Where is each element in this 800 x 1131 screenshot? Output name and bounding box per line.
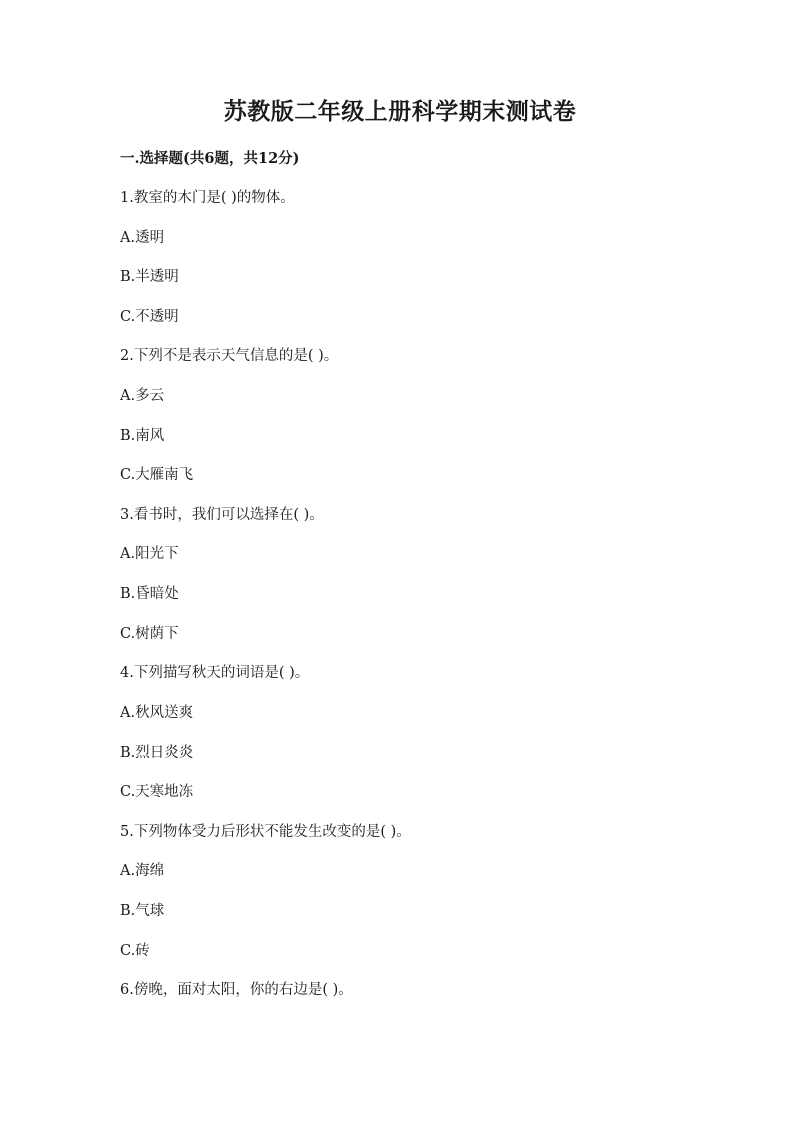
answer-option: B.气球 — [120, 903, 165, 919]
answer-option: C.不透明 — [120, 309, 179, 325]
question-stem: 2.下列不是表示天气信息的是( )。 — [120, 348, 339, 364]
answer-option: A.海绵 — [120, 863, 165, 879]
page-title: 苏教版二年级上册科学期末测试卷 — [223, 98, 577, 125]
answer-option: B.昏暗处 — [120, 586, 179, 602]
answer-option: B.南风 — [120, 428, 165, 444]
answer-option: C.树荫下 — [120, 626, 179, 642]
question-stem: 3.看书时，我们可以选择在( )。 — [120, 507, 324, 523]
question-stem: 4.下列描写秋天的词语是( )。 — [120, 665, 310, 681]
answer-option: C.大雁南飞 — [120, 467, 194, 483]
question-stem: 5.下列物体受力后形状不能发生改变的是( )。 — [120, 824, 411, 840]
answer-option: A.秋风送爽 — [120, 705, 194, 721]
answer-option: C.砖 — [120, 943, 150, 959]
answer-option: A.多云 — [120, 388, 165, 404]
question-stem: 6.傍晚，面对太阳，你的右边是( )。 — [120, 982, 353, 998]
answer-option: B.半透明 — [120, 269, 179, 285]
answer-option: C.天寒地冻 — [120, 784, 194, 800]
answer-option: A.阳光下 — [120, 546, 179, 562]
question-stem: 1.教室的木门是( )的物体。 — [120, 190, 295, 206]
answer-option: A.透明 — [120, 230, 165, 246]
section-heading: 一.选择题(共6题，共12分) — [120, 150, 300, 167]
answer-option: B.烈日炎炎 — [120, 745, 194, 761]
